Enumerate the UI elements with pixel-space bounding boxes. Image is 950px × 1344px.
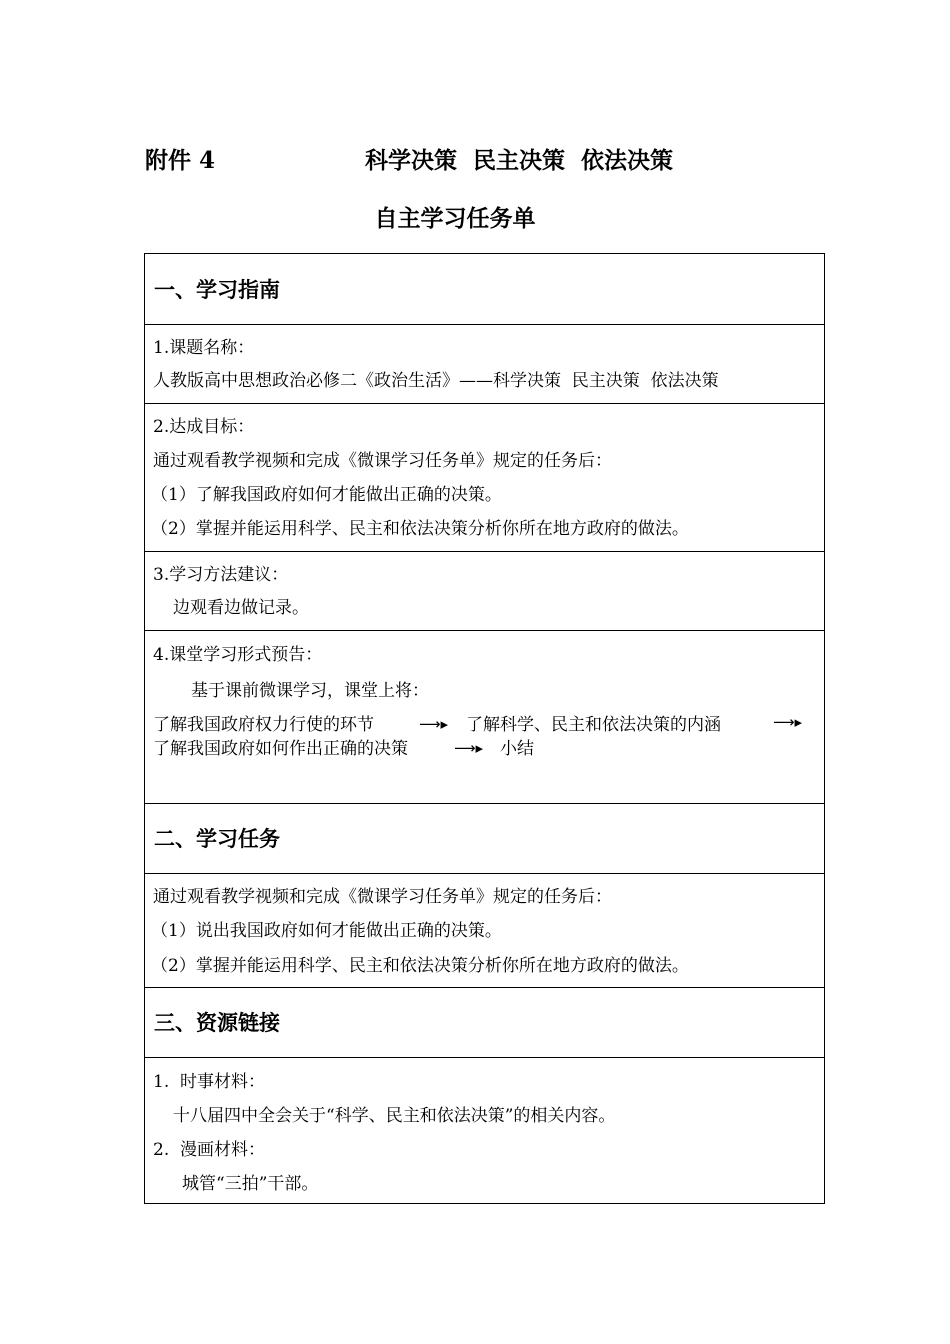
section-guide-header xyxy=(145,254,824,324)
method-row xyxy=(145,551,824,630)
task-item: （1）说出我国政府如何才能做出正确的决策。 xyxy=(151,921,502,941)
resource-label: 1. 时事材料： xyxy=(153,1072,266,1092)
topic-value: 人教版高中思想政治必修二《政治生活》——科学决策 民主决策 依法决策 xyxy=(153,371,719,391)
goals-item: （2）掌握并能运用科学、民主和依法决策分析你所在地方政府的做法。 xyxy=(151,519,689,539)
page-subtitle: 自主学习任务单 xyxy=(374,205,536,232)
resource-value: 城管“三拍”干部。 xyxy=(182,1174,319,1194)
flow-step: 了解我国政府如何作出正确的决策 xyxy=(153,739,408,759)
method-label: 3.学习方法建议： xyxy=(153,565,289,585)
arrow-right-icon: ⟶▸ xyxy=(419,715,449,733)
resource-value: 十八届四中全会关于“科学、民主和依法决策”的相关内容。 xyxy=(173,1106,616,1126)
task-item: （2）掌握并能运用科学、民主和依法决策分析你所在地方政府的做法。 xyxy=(151,956,689,976)
class-form-intro: 基于课前微课学习，课堂上将： xyxy=(191,681,429,701)
goals-intro: 通过观看教学视频和完成《微课学习任务单》规定的任务后： xyxy=(153,451,612,471)
tasks-intro: 通过观看教学视频和完成《微课学习任务单》规定的任务后： xyxy=(153,887,612,907)
resource-label: 2. 漫画材料： xyxy=(153,1140,266,1160)
section-resource-header xyxy=(145,987,824,1057)
goals-row xyxy=(145,403,824,551)
goals-item: （1）了解我国政府如何才能做出正确的决策。 xyxy=(151,485,502,505)
topic-row xyxy=(145,324,824,403)
resources-row xyxy=(145,1057,824,1203)
page-title: 科学决策 民主决策 依法决策 xyxy=(365,147,674,174)
arrow-right-icon: ⟶▸ xyxy=(454,739,484,757)
section-task-heading: 二、学习任务 xyxy=(154,826,280,851)
section-resource-heading: 三、资源链接 xyxy=(154,1010,280,1035)
flow-step: 小结 xyxy=(500,739,534,759)
section-task-header xyxy=(145,803,824,873)
section-guide-heading: 一、学习指南 xyxy=(154,277,280,302)
method-value: 边观看边做记录。 xyxy=(173,598,309,618)
topic-label: 1.课题名称： xyxy=(153,338,255,358)
arrow-right-icon: ⟶▸ xyxy=(773,713,803,731)
flow-step: 了解科学、民主和依法决策的内涵 xyxy=(466,715,721,735)
flow-step: 了解我国政府权力行使的环节 xyxy=(153,715,374,735)
tasks-row xyxy=(145,873,824,987)
task-sheet-table xyxy=(144,253,825,1204)
attachment-label: 附件 4 xyxy=(145,147,216,174)
class-form-row xyxy=(145,630,824,803)
goals-label: 2.达成目标： xyxy=(153,417,255,437)
class-form-label: 4.课堂学习形式预告： xyxy=(153,645,323,665)
